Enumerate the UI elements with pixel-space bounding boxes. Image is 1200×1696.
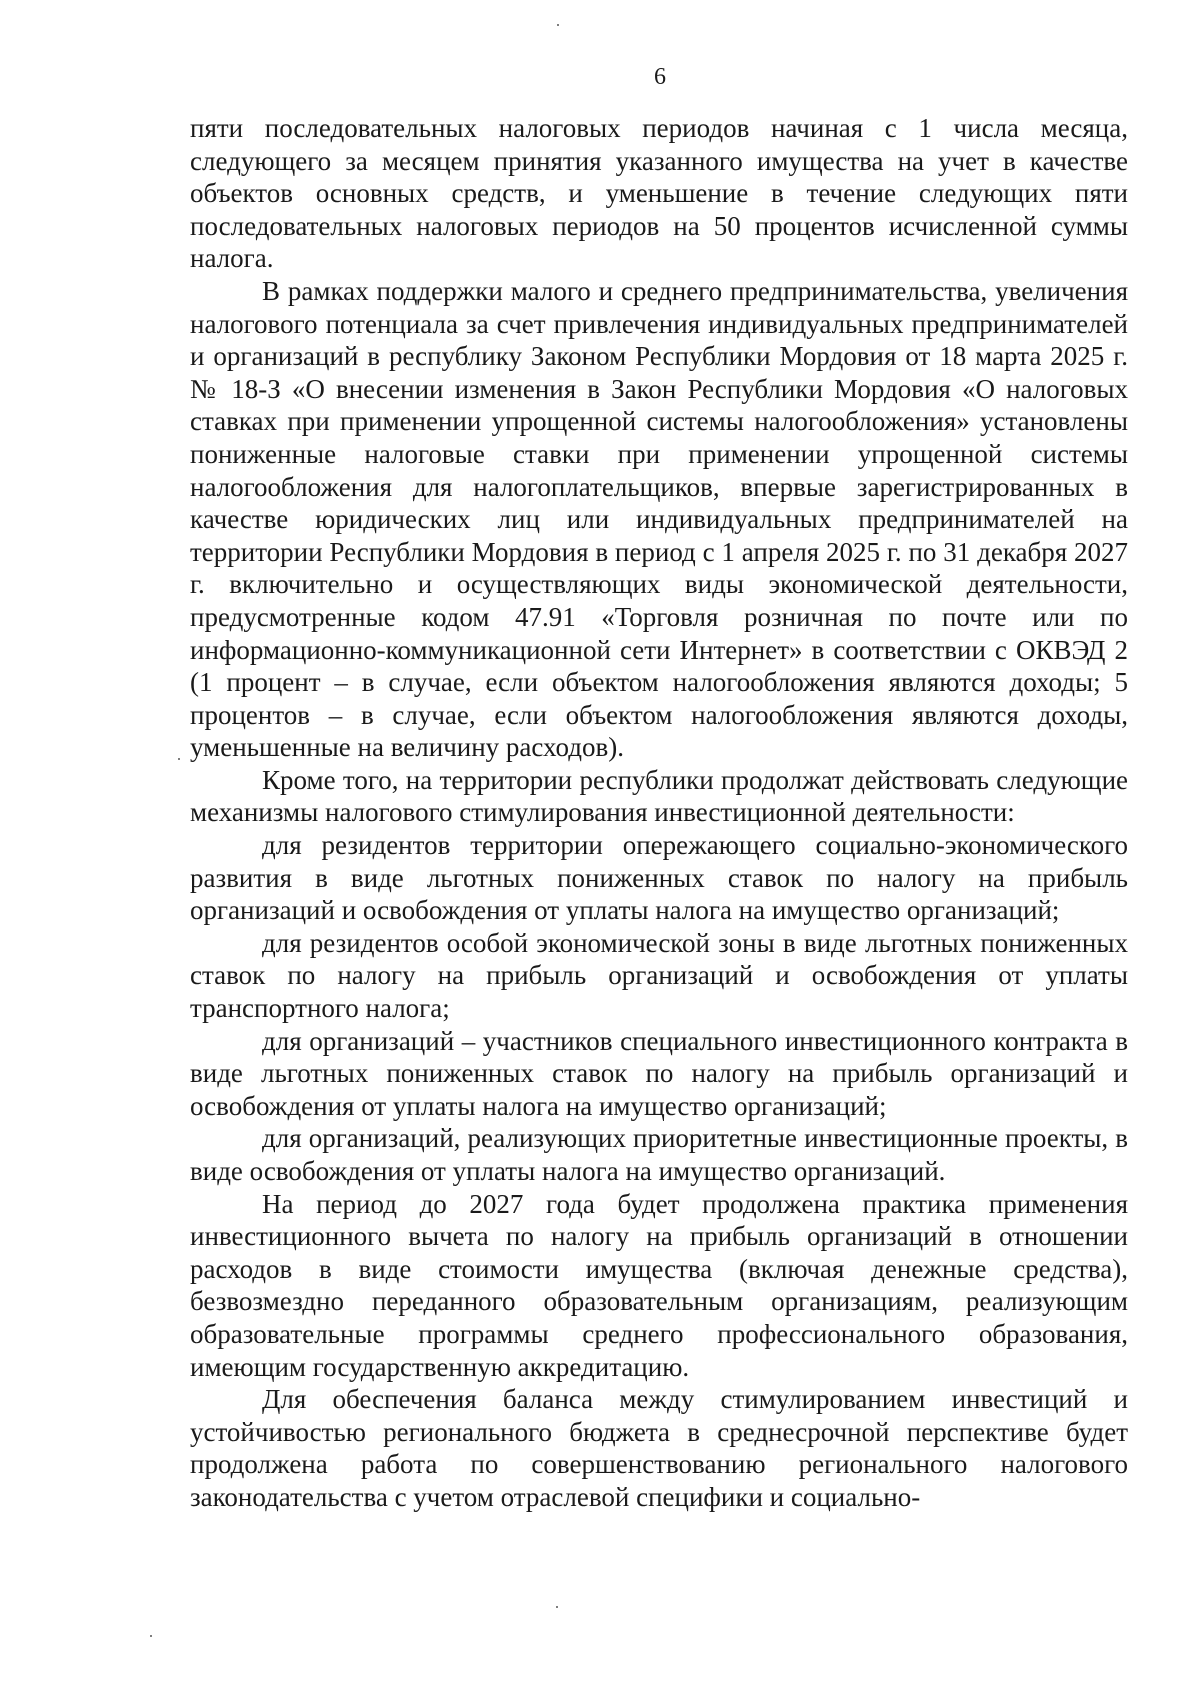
paragraph-budget-balance: Для обеспечения баланса между стимулированием инвестиций и устойчивостью регионального бюджета в среднесрочной перспективе будет продолжена работа по совершенствованию регионального налогового законодательства с учетом отраслевой специфики и социально- [190,1384,1128,1512]
scan-speck [557,24,559,26]
paragraph-investment-deduction: На период до 2027 года будет продолжена практика применения инвестиционного вычета по налогу на прибыль организаций в отношении расходов в виде стоимости имущества (включая денежные средства), безвозмездно переданного образовательным организациям, реализующим образовательные программы среднего профессионального образования, имеющим государственную аккредитацию. [190,1188,1128,1382]
paragraph-small-business-support: В рамках поддержки малого и среднего предпринимательства, увеличения налогового потенциала за счет привлечения индивидуальных предпринимателей и организаций в республику Законом Республики Мордовия от 18 марта 2025 г. № 18-З «О внесении изменения в Закон Республики Мордовия «О налоговых ставках при применении упрощенной системы налогообложения» установлены пониженные налоговые ставки при применении упрощенной системы налогообложения для налогоплательщиков, впервые зарегистрированных в качестве юридических лиц или индивидуальных предпринимателей на территории Республики Мордовия в период с 1 апреля 2025 г. по 31 декабря 2027 г. включительно и осуществляющих виды экономической деятельности, предусмотренные кодом 47.91 «Торговля розничная по почте или по информационно-коммуникационной сети Интернет» в соответствии с ОКВЭД 2 (1 процент – в случае, если объектом налогообложения являются доходы; 5 процентов – в случае, если объектом налогообложения являются доходы, уменьшенные на величину расходов). [190,275,1128,763]
scan-speck [556,1606,558,1608]
paragraph-investment-mechanisms-intro: Кроме того, на территории республики продолжат действовать следующие механизмы налогового стимулирования инвестиционной деятельности: [190,764,1128,828]
list-item-priority-projects: для организаций, реализующих приоритетные инвестиционные проекты, в виде освобождения от уплаты налога на имущество организаций. [190,1123,1128,1186]
scan-speck [178,758,180,760]
list-item-spic-participants: для организаций – участников специального инвестиционного контракта в виде льготных пониженных ставок по налогу на прибыль организаций и освобождения от уплаты налога на имущество организаций; [190,1025,1128,1121]
paragraph-continuation: пяти последовательных налоговых периодов начиная с 1 числа месяца, следующего за месяцем принятия указанного имущества на учет в качестве объектов основных средств, и уменьшение в течение следующих пяти последовательных налоговых периодов на 50 процентов исчисленной суммы налога. [190,113,1128,274]
list-item-tor-residents: для резидентов территории опережающего социально-экономического развития в виде льготных пониженных ставок по налогу на прибыль организаций и освобождения от уплаты налога на имущество организаций; [190,830,1128,926]
scan-speck [150,1635,152,1637]
document-body [190,112,1128,1514]
page-number: 6 [654,64,666,90]
list-item-sez-residents: для резидентов особой экономической зоны в виде льготных пониженных ставок по налогу на прибыль организаций и освобождения от уплаты транспортного налога; [190,927,1128,1024]
